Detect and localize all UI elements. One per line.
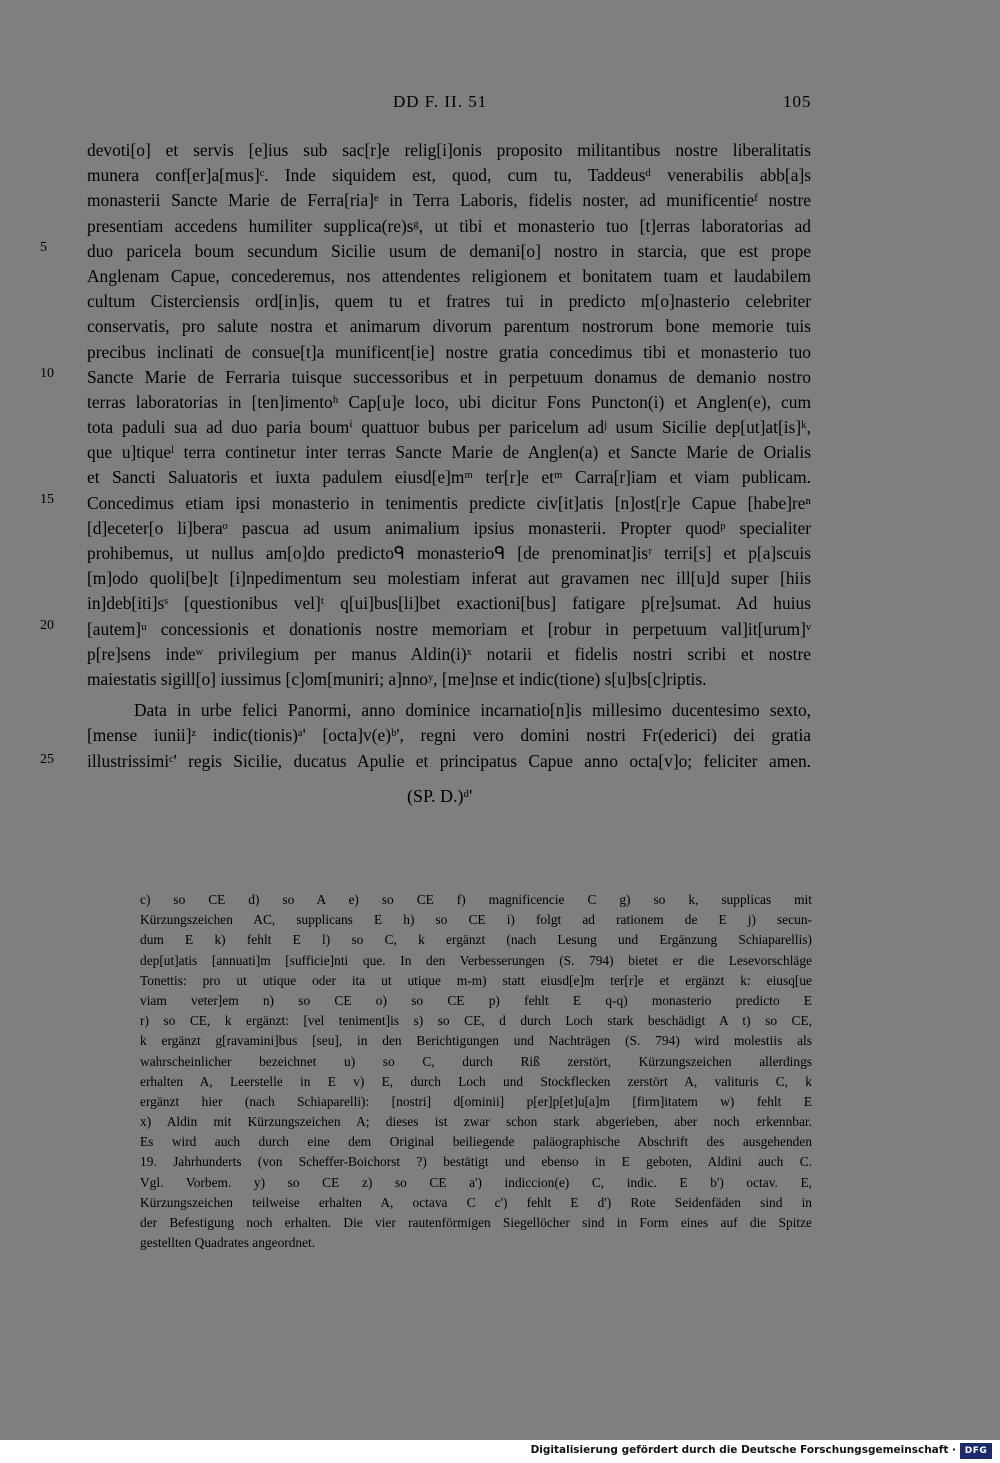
text-line: conservatis, pro salute nostra et animarum divorum parentum nostrorum bone memorie tuis: [87, 316, 811, 337]
text-line: precibus inclinati de consue[t]a munificent[ie] nostre gratia concedimus tibi et monasterio tuo: [87, 341, 811, 362]
footnote-line: k ergänzt g[ravamini]bus [seu], in den Berichtigungen und Nachträgen (S. 794) wird molestiis als: [140, 1033, 812, 1049]
text-line: prohibemus, ut nullus am[o]do predictoᑫ monasterioᑫ [de prenominat]isʳ terri[s] et p[a]scuis: [87, 543, 811, 563]
footnote-line: c) so CE d) so A e) so CE f) magnificencie C g) so k, supplicas mit: [140, 892, 812, 907]
dating-clause-line: Data in urbe felici Panormi, anno dominice incarnatio[n]is millesimo ducentesimo sexto,: [134, 700, 811, 721]
seal-notation: (SP. D.)ᵈ': [407, 786, 473, 806]
text-line: munera conf[er]a[mus]ᶜ. Inde siquidem est, quod, cum tu, Taddeusᵈ venerabilis abb[a]s: [87, 165, 811, 186]
text-line: in]deb[iti]sˢ [questionibus vel]ᵗ q[ui]bus[li]bet exactioni[bus] fatigare p[re]sumat. Ad huius: [87, 593, 811, 614]
text-line: cultum Cisterciensis ord[in]is, quem tu et fratres tui in predicto m[o]nasterio celebriter: [87, 291, 811, 312]
text-line: et Sancti Saluatoris et iuxta padulem eiusd[e]mᵐ ter[r]e etᵐ Carra[r]iam et viam publicam.: [87, 467, 811, 488]
footnote-line: der Befestigung noch erhalten. Die vier rautenförmigen Siegellöcher sind in Form eines auf die Spitze: [140, 1215, 812, 1230]
edition-reference: DD F. II. 51: [393, 92, 488, 111]
text-line: Sancte Marie de Ferraria tuisque successoribus et in perpetuum donamus de demanio nostro: [87, 366, 811, 387]
text-line: p[re]sens indeʷ privilegium per manus Aldin(i)ˣ notarii et fidelis nostri scribi et nostre: [87, 643, 811, 664]
dfg-logo-icon[interactable]: DFG: [960, 1443, 992, 1459]
footnote-line: dep[ut]atis [annuati]m [sufficie]nti que. In den Verbesserungen (S. 794) bietet er die Lesevorschläge: [140, 952, 812, 968]
text-line: Concedimus etiam ipsi monasterio in tenimentis predicte civ[it]atis [n]ost[r]e Capue [habe]reⁿ: [87, 492, 811, 513]
text-line: [autem]ᵘ concessionis et donationis nostre memoriam et [robur in perpetuum val]it[urum]ᵛ: [87, 618, 811, 639]
text-line: presentiam accedens humiliter supplica(re)sᵍ, ut tibi et monasterio tuo [t]erras laboratorias ad: [87, 215, 811, 236]
footnote-line: Kürzungszeichen teilweise erhalten A, octava C c') fehlt E d') Rote Seidenfäden sind in: [140, 1194, 812, 1210]
text-line: devoti[o] et servis [e]ius sub sac[r]e relig[i]onis proposito militantibus nostre liberalitatis: [87, 140, 811, 160]
dating-clause-line: illustrissimiᶜ' regis Sicilie, ducatus Apulie et principatus Capue anno octa[v]o; feliciter amen.: [87, 750, 811, 771]
dating-clause-line: [mense iunii]ᶻ indic(tionis)ᵃ' [octa]v(e)ᵇ', regni vero domini nostri Fr(ederici) dei gratia: [87, 725, 811, 746]
credit-text: Digitalisierung gefördert durch die Deutsche Forschungsgemeinschaft ·: [530, 1444, 956, 1456]
critical-apparatus: [140, 890, 812, 1253]
line-number: 15: [40, 492, 54, 507]
line-number: 5: [40, 240, 47, 255]
line-number: 25: [40, 752, 54, 767]
line-number: 20: [40, 618, 54, 633]
footnote-line: ergänzt hier (nach Schiaparelli): [nostri] d[ominii] p[er]p[et]u[a]m [firm]itatem w) fehlt E: [140, 1093, 812, 1109]
text-line: maiestatis sigill[o] iussimus [c]om[muniri; a]nnoʸ, [me]nse et indic(tione) s[u]bs[c]riptis.: [87, 668, 707, 689]
text-line: duo paricela boum secundum Sicilie usum de demani[o] nostro in starcia, que est prope: [87, 240, 811, 261]
footnote-line: dum E k) fehlt E l) so C, k ergänzt (nach Lesung und Ergänzung Schiaparellis): [140, 932, 812, 948]
running-header: [0, 92, 1000, 116]
footnote-line: Es wird auch durch eine dem Original beiliegende paläographische Abschrift des ausgehenden: [140, 1134, 812, 1150]
footnote-line: Vgl. Vorbem. y) so CE z) so CE a') indiccion(e) C, indic. E b') octav. E,: [140, 1174, 812, 1190]
charter-text: [87, 138, 811, 774]
line-number: 10: [40, 366, 54, 381]
footnote-line: 19. Jahrhunderts (von Scheffer-Boichorst ?) bestätigt und ebenso in E geboten, Aldini auch C.: [140, 1154, 812, 1170]
text-line: [d]eceter[o li]beraᵒ pascua ad usum animalium ipsius monasterii. Propter quodᵖ specialiter: [87, 517, 811, 538]
footnote-line: r) so CE, k ergänzt: [vel teniment]is s) so CE, d durch Loch stark beschädigt A t) so CE,: [140, 1013, 812, 1029]
footnote-line: gestellten Quadrates angeordnet.: [140, 1235, 316, 1251]
text-line: terras laboratorias in [ten]imentoʰ Cap[u]e loco, ubi dicitur Fons Puncton(i) et Anglen(e), cum: [87, 391, 811, 412]
footnote-line: viam veter]em n) so CE o) so CE p) fehlt E q-q) monasterio predicto E: [140, 992, 812, 1008]
text-line: monasterii Sancte Marie de Ferra[ria]ᵉ in Terra Laboris, fidelis noster, ad munificentieᶠ nostre: [87, 190, 811, 211]
footnote-line: Kürzungszeichen AC, supplicans E h) so CE i) folgt ad rationem de E j) secun-: [140, 912, 812, 928]
footnote-line: erhalten A, Leerstelle in E v) E, durch Loch und Stockflecken zerstört A, valituris C, k: [140, 1073, 812, 1089]
text-line: [m]odo quoli[be]t [i]npedimentum seu molestiam inferat aut gravamen nec ill[u]d super [hiis: [87, 568, 811, 589]
text-line: que u]tiqueˡ terra continetur inter terras Sancte Marie de Anglen(a) et Sancte Marie de Orialis: [87, 442, 811, 463]
funding-credit-bar: [0, 1440, 1000, 1463]
text-line: Anglenam Capue, concederemus, nos attendentes religionem et bonitatem tuam et laudabilem: [87, 265, 811, 286]
page-number: 105: [783, 92, 812, 111]
footnote-line: x) Aldin mit Kürzungszeichen A; dieses ist zwar schon stark abgerieben, aber noch erkennbar.: [140, 1114, 812, 1130]
text-line: tota paduli sua ad duo paria boumⁱ quattuor bubus per paricelum adʲ usum Sicilie dep[ut]at[is]ᵏ,: [87, 417, 811, 438]
footnote-line: wahrscheinlicher bezeichnet u) so C, durch Riß zerstört, Kürzungszeichen allerdings: [140, 1053, 812, 1069]
footnote-line: Tonettis: pro ut utique oder ita ut utique m-m) statt eiusd[e]m ter[r]e et ergänzt k: eiusq[ue: [140, 972, 812, 988]
